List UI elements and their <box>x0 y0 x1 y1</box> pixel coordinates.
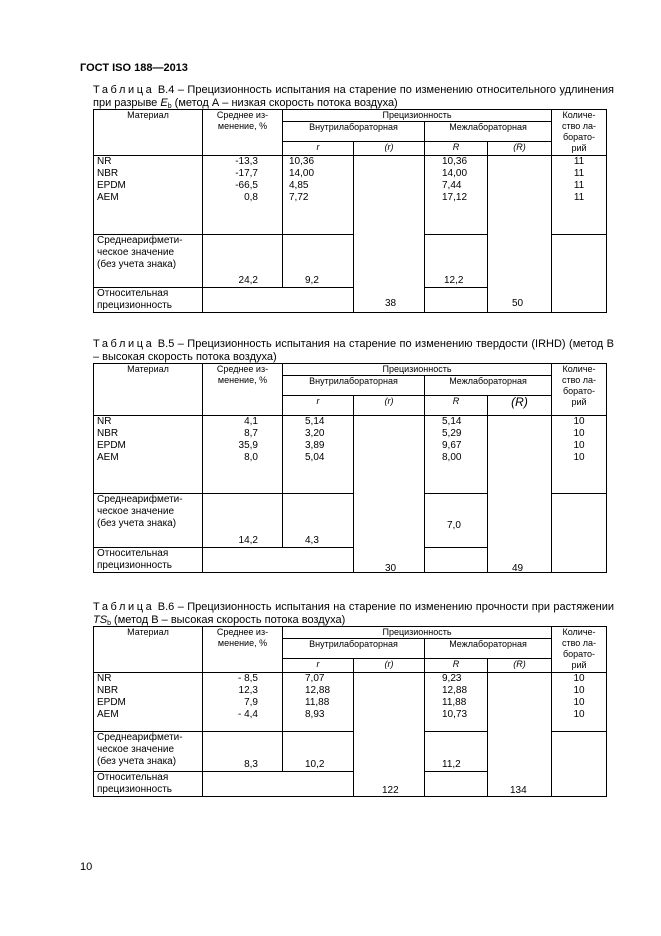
R-paren-header: (R) <box>488 659 552 673</box>
table-b5 <box>93 363 607 573</box>
caption-word: Таблица <box>93 338 155 350</box>
intralab-header: Внутрилабораторная <box>283 122 425 142</box>
r-header: r <box>283 142 354 156</box>
relative-empty-cell <box>425 772 488 797</box>
relative-empty-cell <box>203 772 354 797</box>
R-paren-cell <box>488 416 552 573</box>
relative-empty-cell <box>425 548 488 573</box>
average-R: 11,2 <box>425 732 488 772</box>
document-header: ГОСТ ISO 188—2013 <box>80 62 188 74</box>
caption-subscript: b <box>167 103 172 110</box>
labs-count-header: Количе- ство ла- борато- рий <box>552 110 607 156</box>
caption-word: Таблица <box>93 601 155 613</box>
average-mean: 24,2 <box>203 235 283 288</box>
R-header: R <box>425 142 488 156</box>
table-caption-b5 <box>93 338 614 364</box>
r-values-cell: 5,14 3,20 3,89 5,04 <box>283 416 354 494</box>
caption-number: В.5 <box>157 338 175 350</box>
relative-precision-label: Относительная прецизионность <box>94 772 203 797</box>
relative-precision-label: Относительная прецизионность <box>94 548 203 573</box>
material-header: Материал <box>94 364 203 416</box>
mean-values-cell: -13,3 -17,7 -66,5 0,8 <box>203 156 283 235</box>
table-b4 <box>93 109 607 313</box>
caption-text: – Прецизионность испытания на старение по изменению относительного удлинения при разрыве <box>93 84 614 109</box>
labs-empty-cell <box>552 732 607 797</box>
average-r: 9,2 <box>283 235 354 288</box>
r-paren-header: (r) <box>354 396 425 416</box>
material-header: Материал <box>94 110 203 156</box>
r-values-cell: 10,36 14,00 4,85 7,72 <box>283 156 354 235</box>
relative-r-value: 30 <box>385 563 397 574</box>
r-values-cell: 7,07 12,88 11,88 8,93 <box>283 673 354 732</box>
R-paren-header: (R) <box>488 142 552 156</box>
materials-cell: NR NBR EPDM AEM <box>94 673 203 732</box>
R-header: R <box>425 659 488 673</box>
average-label: Среднеарифмети- ческое значение (без учета знака) <box>94 494 203 548</box>
labs-count-header: Количе- ство ла- борато- рий <box>552 364 607 416</box>
precision-header: Прецизионность <box>283 110 552 122</box>
relative-r-value: 38 <box>385 298 397 309</box>
average-r: 10,2 <box>283 732 354 772</box>
average-label: Среднеарифмети- ческое значение (без учета знака) <box>94 732 203 772</box>
interlab-header: Межлабораторная <box>425 639 552 659</box>
mean-change-header: Среднее из- менение, % <box>203 110 283 156</box>
caption-number: В.6 <box>157 601 175 613</box>
mean-change-header: Среднее из- менение, % <box>203 627 283 673</box>
R-values-cell: 5,14 5,29 9,67 8,00 <box>425 416 488 494</box>
caption-number: В.4 <box>157 84 175 96</box>
R-paren-cell <box>488 156 552 313</box>
labs-values-cell: 10 10 10 10 <box>552 673 607 732</box>
caption-symbol: TS <box>93 614 108 626</box>
material-header: Материал <box>94 627 203 673</box>
average-r: 4,3 <box>283 494 354 548</box>
r-paren-header: (r) <box>354 142 425 156</box>
r-paren-header: (r) <box>354 659 425 673</box>
intralab-header: Внутрилабораторная <box>283 639 425 659</box>
relative-empty-cell <box>203 288 354 313</box>
average-label: Среднеарифмети- ческое значение (без учета знака) <box>94 235 203 288</box>
precision-header: Прецизионность <box>283 364 552 376</box>
r-paren-cell <box>354 156 425 313</box>
interlab-header: Межлабораторная <box>425 122 552 142</box>
materials-cell: NR NBR EPDM AEM <box>94 156 203 235</box>
labs-values-cell: 11 11 11 11 <box>552 156 607 235</box>
average-R: 7,0 <box>425 494 488 548</box>
R-values-cell: 9,23 12,88 11,88 10,73 <box>425 673 488 732</box>
r-header: r <box>283 396 354 416</box>
table-b6 <box>93 626 607 797</box>
relative-empty-cell <box>203 548 354 573</box>
labs-values-cell: 10 10 10 10 <box>552 416 607 494</box>
intralab-header: Внутрилабораторная <box>283 376 425 396</box>
relative-R-value: 50 <box>512 298 524 309</box>
caption-symbol: E <box>160 97 168 109</box>
materials-cell: NR NBR EPDM AEM <box>94 416 203 494</box>
page-number: 10 <box>80 861 93 873</box>
caption-tail: (метод А – низкая скорость потока воздуха) <box>171 97 398 109</box>
caption-text: – Прецизионность испытания на старение по изменению твердости (IRHD) (метод В – высокая скорость потока воздуха) <box>93 338 615 363</box>
relative-r-value: 122 <box>382 785 399 796</box>
r-header: r <box>283 659 354 673</box>
interlab-header: Межлабораторная <box>425 376 552 396</box>
relative-empty-cell <box>425 288 488 313</box>
relative-precision-label: Относительная прецизионность <box>94 288 203 313</box>
R-paren-header: (R) <box>488 396 552 416</box>
labs-empty-cell <box>552 494 607 573</box>
relative-R-value: 49 <box>512 563 524 574</box>
R-header: R <box>425 396 488 416</box>
average-mean: 14,2 <box>203 494 283 548</box>
labs-count-header: Количе- ство ла- борато- рий <box>552 627 607 673</box>
r-paren-cell <box>354 673 425 797</box>
R-values-cell: 10,36 14,00 7,44 17,12 <box>425 156 488 235</box>
r-paren-cell <box>354 416 425 573</box>
R-paren-cell <box>488 673 552 797</box>
average-mean: 8,3 <box>203 732 283 772</box>
caption-word: Таблица <box>93 84 155 96</box>
average-R: 12,2 <box>425 235 488 288</box>
relative-R-value: 134 <box>510 785 527 796</box>
mean-values-cell: - 8,5 12,3 7,9 - 4,4 <box>203 673 283 732</box>
caption-text: – Прецизионность испытания на старение по изменению прочности при растяжении <box>174 601 614 613</box>
precision-header: Прецизионность <box>283 627 552 639</box>
mean-change-header: Среднее из- менение, % <box>203 364 283 416</box>
caption-subscript: b <box>107 620 111 627</box>
caption-tail: (метод В – высокая скорость потока воздуха) <box>110 614 346 626</box>
mean-values-cell: 4,1 8,7 35,9 8,0 <box>203 416 283 494</box>
labs-empty-cell <box>552 235 607 313</box>
